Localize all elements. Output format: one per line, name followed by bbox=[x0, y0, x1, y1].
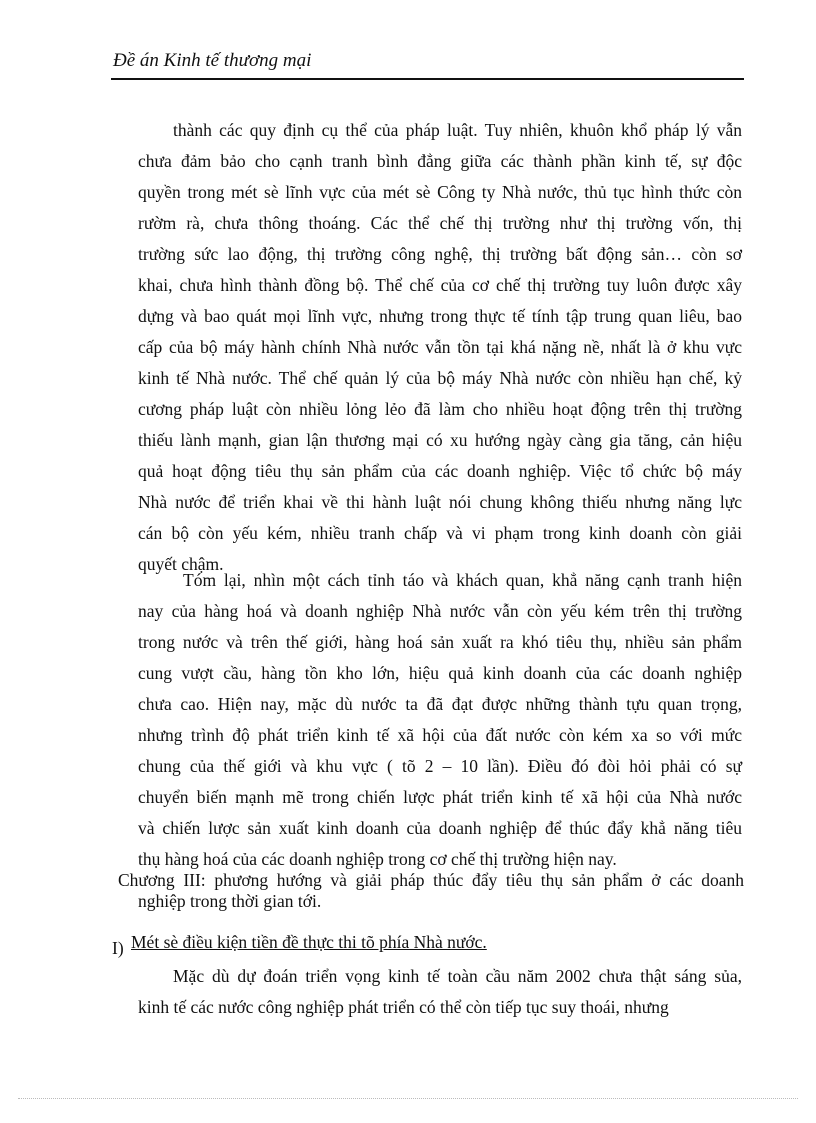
text-line: nhưng trình độ phát triển kinh tế xã hội của đất nước còn kém xa so với mức bbox=[138, 725, 742, 745]
text-line: kinh tế Nhà nước. Thể chế quản lý của bộ máy Nhà nước còn nhiều hạn chế, kỷ bbox=[138, 368, 742, 388]
text-line: quyền trong mét sè lĩnh vực của mét sè Công ty Nhà nước, thủ tục hình thức còn bbox=[138, 182, 742, 202]
text-line: cấp của bộ máy hành chính Nhà nước vẫn tồn tại khá nặng nề, nhất là ở khu vực bbox=[138, 337, 742, 357]
text-line: trường sức lao động, thị trường công nghệ, thị trường bất động sản… còn sơ bbox=[138, 244, 742, 264]
text-line: Mặc dù dự đoán triển vọng kinh tế toàn cầu năm 2002 chưa thật sáng sủa, bbox=[173, 966, 742, 986]
text-line: chưa cao. Hiện nay, mặc dù nước ta đã đạt được những thành tựu quan trọng, bbox=[138, 694, 742, 714]
text-line: chuyển biến mạnh mẽ trong chiến lược phát triển kinh tế xã hội của Nhà nước bbox=[138, 787, 742, 807]
text-line: dựng và bao quát mọi lĩnh vực, nhưng trong thực tế tính tập trung quan liêu, bao bbox=[138, 306, 742, 326]
header-divider bbox=[111, 78, 744, 80]
text-line: cán bộ còn yếu kém, nhiều tranh chấp và vi phạm trong kinh doanh còn giải bbox=[138, 523, 742, 543]
text-line: Tóm lại, nhìn một cách tỉnh táo và khách quan, khẳ năng cạnh tranh hiện bbox=[183, 570, 742, 590]
text-line: thiếu lành mạnh, gian lận thương mại có xu hướng ngày càng gia tăng, cản hiệu bbox=[138, 430, 742, 450]
text-line: khai, chưa hình thành đồng bộ. Thể chế của cơ chế thị trường tuy luôn được xây bbox=[138, 275, 742, 295]
text-line: cương pháp luật còn nhiều lỏng lẻo đã làm cho nhiều hoạt động trên thị trường bbox=[138, 399, 742, 419]
text-line: quyết chậm. bbox=[138, 554, 224, 574]
text-line: nay của hàng hoá và doanh nghiệp Nhà nước vẫn còn yếu kém trên thị trường bbox=[138, 601, 742, 621]
text-line: thành các quy định cụ thể của pháp luật. Tuy nhiên, khuôn khổ pháp lý vẫn bbox=[173, 120, 742, 140]
text-line: cung vượt cầu, hàng tồn kho lớn, hiệu quả kinh doanh của các doanh nghiệp bbox=[138, 663, 742, 683]
text-line: chưa đảm bảo cho cạnh tranh bình đẳng giữa các thành phần kinh tế, sự độc bbox=[138, 151, 742, 171]
text-line: chung của thế giới và khu vực ( tõ 2 – 10 lần). Điều đó đòi hỏi phải có sự bbox=[138, 756, 742, 776]
chapter-heading-line: Chương III: phương hướng và giải pháp thúc đẩy tiêu thụ sản phẩm ở các doanh bbox=[118, 870, 744, 890]
section-number: I) bbox=[112, 938, 124, 958]
text-line: quả hoạt động tiêu thụ sản phẩm của các doanh nghiệp. Việc tổ chức bộ máy bbox=[138, 461, 742, 481]
section-title: Mét sè điều kiện tiền đề thực thi tõ phía Nhà nước. bbox=[131, 932, 487, 952]
chapter-heading bbox=[118, 870, 744, 912]
text-line: Nhà nước để triển khai về thi hành luật nói chung không thiếu nhưng năng lực bbox=[138, 492, 742, 512]
text-line: rườm rà, chưa thông thoáng. Các thể chế thị trường như thị trường vốn, thị bbox=[138, 213, 742, 233]
header-title: Đề án Kinh tế thương mại bbox=[113, 50, 312, 71]
text-line: và chiến lược sản xuất kinh doanh của doanh nghiệp để thúc đẩy khẳ năng tiêu bbox=[138, 818, 742, 838]
text-line: thụ hàng hoá của các doanh nghiệp trong cơ chế thị trường hiện nay. bbox=[138, 849, 617, 869]
text-line: kinh tế các nước công nghiệp phát triển có thể còn tiếp tục suy thoái, nhưng bbox=[138, 997, 669, 1017]
footer-divider bbox=[18, 1098, 798, 1099]
chapter-heading-line: nghiệp trong thời gian tới. bbox=[138, 891, 322, 911]
text-line: trong nước và trên thế giới, hàng hoá sản xuất ra khó tiêu thụ, nhiều sản phẩm bbox=[138, 632, 742, 652]
